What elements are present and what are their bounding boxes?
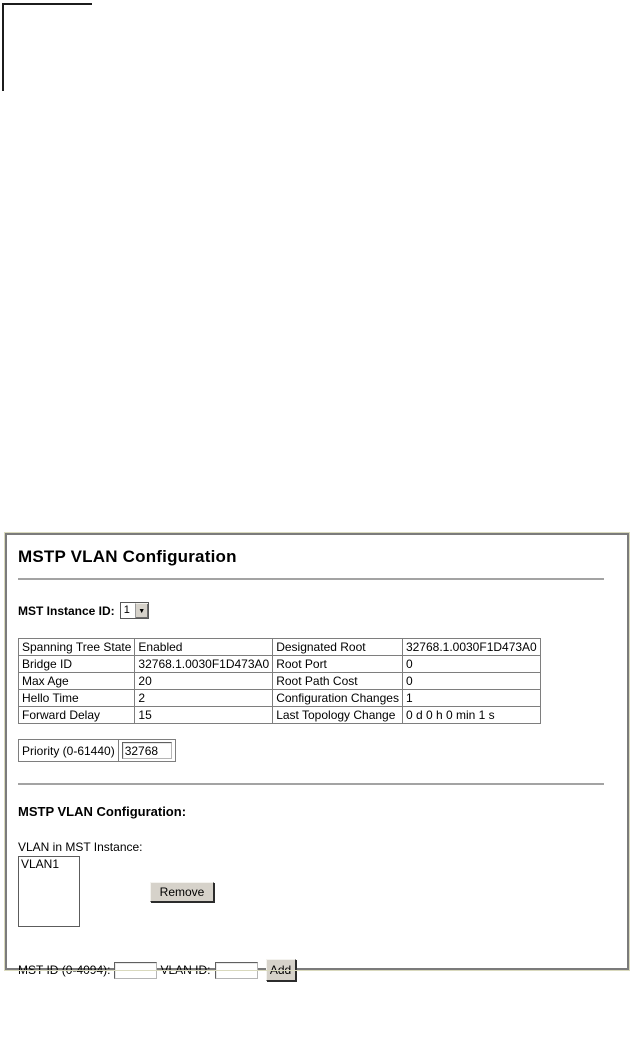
status-value: 15	[135, 707, 273, 724]
status-label: Configuration Changes	[273, 690, 403, 707]
status-label: Designated Root	[273, 639, 403, 656]
status-value: Enabled	[135, 639, 273, 656]
status-label: Spanning Tree State	[19, 639, 135, 656]
status-value: 0	[402, 673, 540, 690]
table-row	[19, 639, 541, 656]
vlan-id-label: VLAN ID:	[160, 963, 211, 977]
mstp-vlan-configuration-heading: MSTP VLAN Configuration:	[18, 804, 187, 819]
status-value: 0 d 0 h 0 min 1 s	[402, 707, 540, 724]
mst-instance-select[interactable]	[120, 602, 149, 619]
add-button[interactable]: Add	[266, 959, 296, 981]
status-label: Forward Delay	[19, 707, 135, 724]
vlan-listbox-row	[18, 856, 627, 927]
status-value: 20	[135, 673, 273, 690]
status-label: Bridge ID	[19, 656, 135, 673]
status-label: Root Port	[273, 656, 403, 673]
vlan-in-mst-instance-label: VLAN in MST Instance:	[18, 840, 143, 854]
status-value: 32768.1.0030F1D473A0	[135, 656, 273, 673]
page-title: MSTP VLAN Configuration	[18, 547, 237, 566]
title-divider	[18, 578, 604, 580]
mst-instance-id-label: MST Instance ID:	[18, 603, 115, 618]
status-label: Hello Time	[19, 690, 135, 707]
mst-id-label: MST ID (0-4094):	[18, 963, 111, 977]
status-label: Root Path Cost	[273, 673, 403, 690]
status-value: 0	[402, 656, 540, 673]
table-row	[19, 740, 176, 762]
page-corner-crop-mark	[2, 3, 92, 91]
priority-cell	[118, 740, 175, 762]
remove-button[interactable]: Remove	[150, 882, 214, 902]
priority-table	[18, 739, 176, 762]
mstp-vlan-configuration-panel	[5, 533, 629, 977]
mst-instance-selected-value: 1	[123, 604, 130, 616]
status-value: 32768.1.0030F1D473A0	[402, 639, 540, 656]
mst-id-input[interactable]	[114, 962, 157, 979]
status-value: 1	[402, 690, 540, 707]
chevron-down-icon[interactable]: ▼	[135, 603, 148, 618]
add-vlan-row	[18, 959, 627, 981]
vlan-id-input[interactable]	[215, 962, 258, 979]
table-row	[19, 707, 541, 724]
status-label: Max Age	[19, 673, 135, 690]
table-row	[19, 690, 541, 707]
section-divider	[18, 783, 604, 785]
vlan-listbox[interactable]	[18, 856, 80, 927]
spanning-tree-status-table	[18, 638, 541, 724]
priority-label: Priority (0-61440)	[19, 740, 119, 762]
list-item[interactable]: VLAN1	[21, 857, 60, 871]
mst-instance-row	[18, 602, 627, 619]
status-value: 2	[135, 690, 273, 707]
table-row	[19, 673, 541, 690]
priority-input[interactable]	[122, 742, 172, 759]
table-row	[19, 656, 541, 673]
status-label: Last Topology Change	[273, 707, 403, 724]
